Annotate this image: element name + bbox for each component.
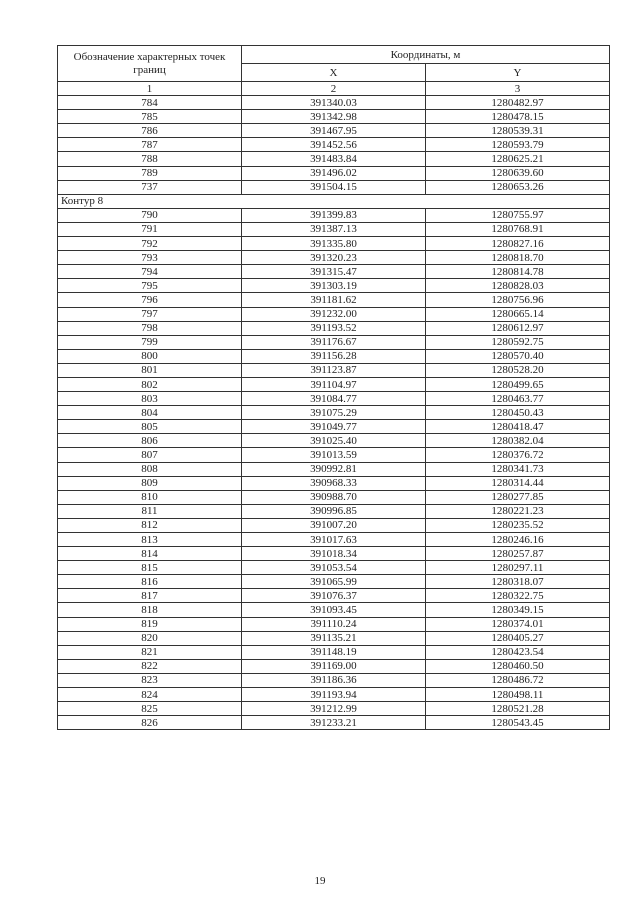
point-number-cell: 823 — [58, 673, 242, 687]
table-row — [58, 110, 610, 124]
y-coordinate-cell: 1280498.11 — [426, 688, 610, 702]
table-row — [58, 377, 610, 391]
x-coordinate-cell: 391110.24 — [242, 617, 426, 631]
y-coordinate-cell: 1280756.96 — [426, 293, 610, 307]
x-coordinate-cell: 391013.59 — [242, 448, 426, 462]
table-body-after — [58, 208, 610, 729]
table-row — [58, 547, 610, 561]
y-coordinate-cell: 1280593.79 — [426, 138, 610, 152]
point-number-cell: 794 — [58, 265, 242, 279]
y-coordinate-cell: 1280755.97 — [426, 208, 610, 222]
x-coordinate-cell: 391212.99 — [242, 702, 426, 716]
y-coordinate-cell: 1280450.43 — [426, 406, 610, 420]
x-coordinate-cell: 391303.19 — [242, 279, 426, 293]
x-coordinate-cell: 391123.87 — [242, 363, 426, 377]
point-number-cell: 809 — [58, 476, 242, 490]
contour-label: Контур 8 — [58, 194, 610, 208]
table-row — [58, 645, 610, 659]
x-coordinate-cell: 391104.97 — [242, 377, 426, 391]
point-number-cell: 737 — [58, 180, 242, 194]
table-row — [58, 518, 610, 532]
y-coordinate-cell: 1280592.75 — [426, 335, 610, 349]
point-number-cell: 784 — [58, 96, 242, 110]
table-row — [58, 589, 610, 603]
y-coordinate-cell: 1280768.91 — [426, 222, 610, 236]
table-row — [58, 688, 610, 702]
contour-row — [58, 194, 610, 208]
point-number-cell: 805 — [58, 420, 242, 434]
x-coordinate-cell: 391387.13 — [242, 222, 426, 236]
table-body-before — [58, 96, 610, 195]
y-coordinate-cell: 1280521.28 — [426, 702, 610, 716]
x-coordinate-cell: 391335.80 — [242, 237, 426, 251]
point-number-cell: 802 — [58, 377, 242, 391]
table-row — [58, 716, 610, 730]
y-coordinate-cell: 1280828.03 — [426, 279, 610, 293]
point-number-cell: 824 — [58, 688, 242, 702]
table-row — [58, 180, 610, 194]
y-coordinate-cell: 1280625.21 — [426, 152, 610, 166]
x-coordinate-cell: 391053.54 — [242, 561, 426, 575]
y-coordinate-cell: 1280322.75 — [426, 589, 610, 603]
x-coordinate-cell: 390992.81 — [242, 462, 426, 476]
point-number-cell: 791 — [58, 222, 242, 236]
x-coordinate-cell: 391315.47 — [242, 265, 426, 279]
y-coordinate-cell: 1280814.78 — [426, 265, 610, 279]
y-coordinate-cell: 1280246.16 — [426, 533, 610, 547]
table-row — [58, 392, 610, 406]
point-number-cell: 799 — [58, 335, 242, 349]
point-number-cell: 813 — [58, 533, 242, 547]
x-coordinate-cell: 391193.52 — [242, 321, 426, 335]
point-number-cell: 814 — [58, 547, 242, 561]
x-coordinate-cell: 390988.70 — [242, 490, 426, 504]
y-coordinate-cell: 1280382.04 — [426, 434, 610, 448]
point-number-cell: 801 — [58, 363, 242, 377]
point-number-cell: 790 — [58, 208, 242, 222]
table-row — [58, 603, 610, 617]
table-row — [58, 265, 610, 279]
table-row — [58, 166, 610, 180]
x-coordinate-cell: 391075.29 — [242, 406, 426, 420]
table-row — [58, 152, 610, 166]
table-row — [58, 575, 610, 589]
point-number-cell: 800 — [58, 349, 242, 363]
point-number-cell: 810 — [58, 490, 242, 504]
y-coordinate-cell: 1280482.97 — [426, 96, 610, 110]
table-row — [58, 434, 610, 448]
x-coordinate-cell: 391233.21 — [242, 716, 426, 730]
point-number-cell: 815 — [58, 561, 242, 575]
x-coordinate-cell: 391342.98 — [242, 110, 426, 124]
header-point-designation: Обозначение характерных точек границ — [58, 46, 242, 82]
x-coordinate-cell: 391320.23 — [242, 251, 426, 265]
x-coordinate-cell: 391181.62 — [242, 293, 426, 307]
x-coordinate-cell: 391076.37 — [242, 589, 426, 603]
y-coordinate-cell: 1280341.73 — [426, 462, 610, 476]
y-coordinate-cell: 1280665.14 — [426, 307, 610, 321]
point-number-cell: 796 — [58, 293, 242, 307]
y-coordinate-cell: 1280499.65 — [426, 377, 610, 391]
x-coordinate-cell: 391504.15 — [242, 180, 426, 194]
table-row — [58, 504, 610, 518]
table-row — [58, 293, 610, 307]
point-number-cell: 804 — [58, 406, 242, 420]
contour-section — [58, 194, 610, 208]
table-row — [58, 420, 610, 434]
y-coordinate-cell: 1280639.60 — [426, 166, 610, 180]
header-col-number-2: 2 — [242, 82, 426, 96]
y-coordinate-cell: 1280257.87 — [426, 547, 610, 561]
coordinates-table — [57, 45, 610, 730]
point-number-cell: 807 — [58, 448, 242, 462]
table-row — [58, 448, 610, 462]
y-coordinate-cell: 1280460.50 — [426, 659, 610, 673]
y-coordinate-cell: 1280486.72 — [426, 673, 610, 687]
table-row — [58, 617, 610, 631]
x-coordinate-cell: 391169.00 — [242, 659, 426, 673]
point-number-cell: 819 — [58, 617, 242, 631]
x-coordinate-cell: 391093.45 — [242, 603, 426, 617]
y-coordinate-cell: 1280539.31 — [426, 124, 610, 138]
point-number-cell: 811 — [58, 504, 242, 518]
point-number-cell: 786 — [58, 124, 242, 138]
y-coordinate-cell: 1280418.47 — [426, 420, 610, 434]
x-coordinate-cell: 391084.77 — [242, 392, 426, 406]
y-coordinate-cell: 1280818.70 — [426, 251, 610, 265]
point-number-cell: 826 — [58, 716, 242, 730]
header-col-number-1: 1 — [58, 82, 242, 96]
y-coordinate-cell: 1280405.27 — [426, 631, 610, 645]
x-coordinate-cell: 391483.84 — [242, 152, 426, 166]
y-coordinate-cell: 1280570.40 — [426, 349, 610, 363]
y-coordinate-cell: 1280376.72 — [426, 448, 610, 462]
table-row — [58, 96, 610, 110]
point-number-cell: 808 — [58, 462, 242, 476]
table-row — [58, 138, 610, 152]
point-number-cell: 793 — [58, 251, 242, 265]
x-coordinate-cell: 391467.95 — [242, 124, 426, 138]
table-row — [58, 321, 610, 335]
y-coordinate-cell: 1280827.16 — [426, 237, 610, 251]
x-coordinate-cell: 391135.21 — [242, 631, 426, 645]
y-coordinate-cell: 1280277.85 — [426, 490, 610, 504]
table-row — [58, 406, 610, 420]
x-coordinate-cell: 391156.28 — [242, 349, 426, 363]
table-row — [58, 208, 610, 222]
x-coordinate-cell: 391148.19 — [242, 645, 426, 659]
point-number-cell: 820 — [58, 631, 242, 645]
y-coordinate-cell: 1280423.54 — [426, 645, 610, 659]
point-number-cell: 789 — [58, 166, 242, 180]
point-number-cell: 822 — [58, 659, 242, 673]
y-coordinate-cell: 1280478.15 — [426, 110, 610, 124]
header-coordinates: Координаты, м — [242, 46, 610, 64]
point-number-cell: 817 — [58, 589, 242, 603]
y-coordinate-cell: 1280221.23 — [426, 504, 610, 518]
x-coordinate-cell: 390996.85 — [242, 504, 426, 518]
y-coordinate-cell: 1280543.45 — [426, 716, 610, 730]
x-coordinate-cell: 391018.34 — [242, 547, 426, 561]
table-row — [58, 533, 610, 547]
table-row — [58, 251, 610, 265]
table-row — [58, 631, 610, 645]
table-row — [58, 349, 610, 363]
header-col-number-3: 3 — [426, 82, 610, 96]
y-coordinate-cell: 1280318.07 — [426, 575, 610, 589]
point-number-cell: 787 — [58, 138, 242, 152]
table-row — [58, 335, 610, 349]
x-coordinate-cell: 391176.67 — [242, 335, 426, 349]
x-coordinate-cell: 391017.63 — [242, 533, 426, 547]
y-coordinate-cell: 1280235.52 — [426, 518, 610, 532]
x-coordinate-cell: 391340.03 — [242, 96, 426, 110]
x-coordinate-cell: 391399.83 — [242, 208, 426, 222]
x-coordinate-cell: 391232.00 — [242, 307, 426, 321]
y-coordinate-cell: 1280612.97 — [426, 321, 610, 335]
x-coordinate-cell: 391049.77 — [242, 420, 426, 434]
point-number-cell: 795 — [58, 279, 242, 293]
table-row — [58, 222, 610, 236]
header-y: Y — [426, 64, 610, 82]
y-coordinate-cell: 1280297.11 — [426, 561, 610, 575]
table-row — [58, 702, 610, 716]
point-number-cell: 816 — [58, 575, 242, 589]
point-number-cell: 818 — [58, 603, 242, 617]
x-coordinate-cell: 390968.33 — [242, 476, 426, 490]
point-number-cell: 798 — [58, 321, 242, 335]
point-number-cell: 821 — [58, 645, 242, 659]
y-coordinate-cell: 1280374.01 — [426, 617, 610, 631]
table-row — [58, 673, 610, 687]
table-row — [58, 279, 610, 293]
x-coordinate-cell: 391025.40 — [242, 434, 426, 448]
y-coordinate-cell: 1280528.20 — [426, 363, 610, 377]
point-number-cell: 785 — [58, 110, 242, 124]
header-x: X — [242, 64, 426, 82]
x-coordinate-cell: 391452.56 — [242, 138, 426, 152]
x-coordinate-cell: 391186.36 — [242, 673, 426, 687]
table-row — [58, 561, 610, 575]
table-row — [58, 490, 610, 504]
page-number: 19 — [314, 875, 326, 887]
point-number-cell: 792 — [58, 237, 242, 251]
x-coordinate-cell: 391496.02 — [242, 166, 426, 180]
point-number-cell: 788 — [58, 152, 242, 166]
point-number-cell: 797 — [58, 307, 242, 321]
y-coordinate-cell: 1280463.77 — [426, 392, 610, 406]
table-row — [58, 659, 610, 673]
y-coordinate-cell: 1280653.26 — [426, 180, 610, 194]
x-coordinate-cell: 391193.94 — [242, 688, 426, 702]
point-number-cell: 825 — [58, 702, 242, 716]
table-row — [58, 462, 610, 476]
x-coordinate-cell: 391065.99 — [242, 575, 426, 589]
y-coordinate-cell: 1280349.15 — [426, 603, 610, 617]
table-row — [58, 363, 610, 377]
table-row — [58, 124, 610, 138]
table-header — [58, 46, 610, 96]
table-row — [58, 307, 610, 321]
table-row — [58, 476, 610, 490]
y-coordinate-cell: 1280314.44 — [426, 476, 610, 490]
point-number-cell: 803 — [58, 392, 242, 406]
x-coordinate-cell: 391007.20 — [242, 518, 426, 532]
table-row — [58, 237, 610, 251]
point-number-cell: 806 — [58, 434, 242, 448]
point-number-cell: 812 — [58, 518, 242, 532]
